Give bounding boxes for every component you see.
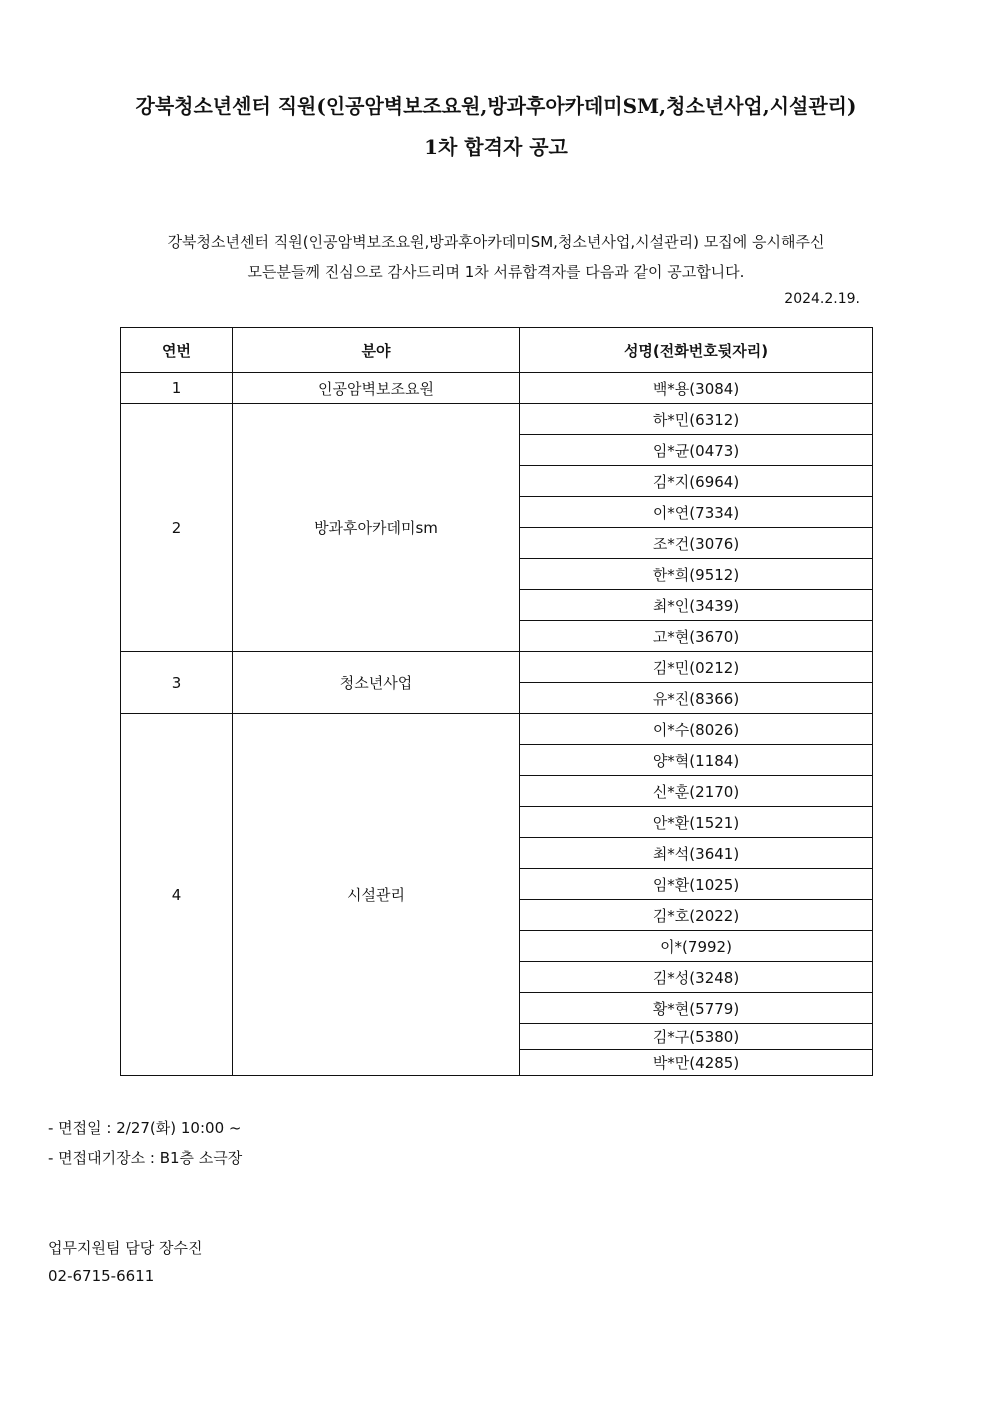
row-name: 하*민(6312) xyxy=(520,404,873,435)
table-row xyxy=(121,404,873,435)
row-name: 이*수(8026) xyxy=(520,714,873,745)
table-row xyxy=(121,714,873,745)
header-name: 성명(전화번호뒷자리) xyxy=(520,328,873,373)
row-name: 임*환(1025) xyxy=(520,869,873,900)
row-name: 김*지(6964) xyxy=(520,466,873,497)
notice-subtitle: 1차 합격자 공고 xyxy=(424,135,568,159)
row-name: 김*성(3248) xyxy=(520,962,873,993)
row-name: 이*(7992) xyxy=(520,931,873,962)
row-no: 4 xyxy=(121,714,233,1076)
row-no: 2 xyxy=(121,404,233,652)
row-name: 임*균(0473) xyxy=(520,435,873,466)
row-no: 1 xyxy=(121,373,233,404)
row-field: 청소년사업 xyxy=(233,652,520,714)
row-name: 최*인(3439) xyxy=(520,590,873,621)
row-field: 방과후아카데미sm xyxy=(233,404,520,652)
row-field: 시설관리 xyxy=(233,714,520,1076)
table-row xyxy=(121,652,873,683)
interview-date: - 면접일 : 2/27(화) 10:00 ~ xyxy=(48,1119,242,1137)
contact-phone: 02-6715-6611 xyxy=(48,1267,155,1285)
header-field: 분야 xyxy=(233,328,520,373)
row-no: 3 xyxy=(121,652,233,714)
row-name: 유*진(8366) xyxy=(520,683,873,714)
table-body xyxy=(121,373,873,1076)
row-name: 양*혁(1184) xyxy=(520,745,873,776)
row-name: 황*현(5779) xyxy=(520,993,873,1024)
row-name: 조*건(3076) xyxy=(520,528,873,559)
notice-date: 2024.2.19. xyxy=(784,291,860,307)
row-name: 김*호(2022) xyxy=(520,900,873,931)
row-name: 고*현(3670) xyxy=(520,621,873,652)
row-name: 백*용(3084) xyxy=(520,373,873,404)
row-name: 안*환(1521) xyxy=(520,807,873,838)
notice-title: 강북청소년센터 직원(인공암벽보조요원,방과후아카데미SM,청소년사업,시설관리) xyxy=(135,94,857,118)
contact-person: 업무지원팀 담당 장수진 xyxy=(48,1239,203,1257)
row-name: 박*만(4285) xyxy=(520,1050,873,1076)
row-name: 최*석(3641) xyxy=(520,838,873,869)
results-table xyxy=(120,327,873,1076)
header-no: 연번 xyxy=(121,328,233,373)
row-name: 신*훈(2170) xyxy=(520,776,873,807)
row-name: 한*희(9512) xyxy=(520,559,873,590)
table-row xyxy=(121,373,873,404)
intro-text-line1: 강북청소년센터 직원(인공암벽보조요원,방과후아카데미SM,청소년사업,시설관리) 모집에 응시해주신 xyxy=(167,233,825,251)
row-name: 이*연(7334) xyxy=(520,497,873,528)
row-name: 김*구(5380) xyxy=(520,1024,873,1050)
intro-text-line2: 모든분들께 진심으로 감사드리며 1차 서류합격자를 다음과 같이 공고합니다. xyxy=(247,263,745,281)
row-name: 김*민(0212) xyxy=(520,652,873,683)
waiting-place: - 면접대기장소 : B1층 소극장 xyxy=(48,1149,243,1167)
row-field: 인공암벽보조요원 xyxy=(233,373,520,404)
table-header-row xyxy=(121,328,873,373)
